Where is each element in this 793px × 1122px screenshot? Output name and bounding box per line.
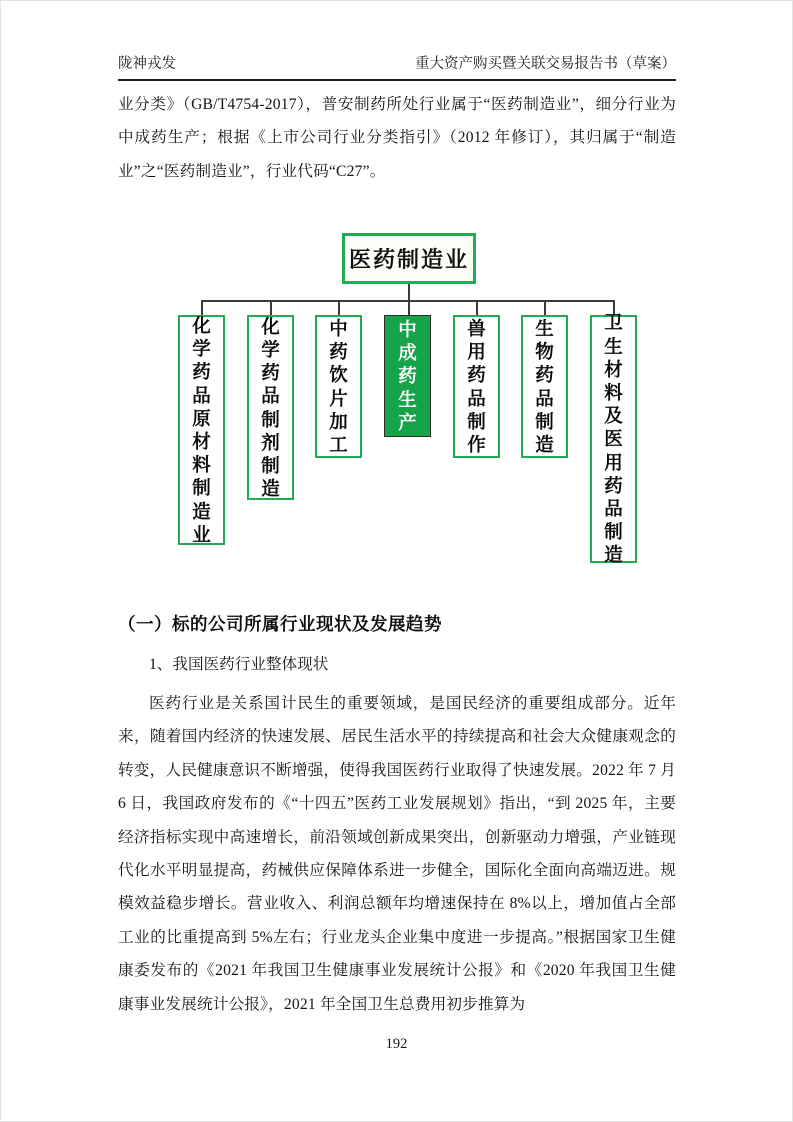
connector-root-stem [408,284,410,301]
header-report-title: 重大资产购买暨关联交易报告书（草案） [415,56,676,72]
page-number: 192 [385,1036,408,1052]
connector-drop-4 [408,301,410,316]
diagram-root-box-pharma-manufacturing [342,233,476,284]
section-heading: （一）标的公司所属行业现状及发展趋势 [118,614,442,634]
diagram-root-label: 医药制造业 [348,247,469,272]
diagram-box-label: 卫生材料及医用药品制造 [604,312,623,566]
subsection-heading: 1、我国医药行业整体现状 [149,656,329,673]
paragraph-industry-classification: 业分类》（GB/T4754-2017），普安制药所处行业属于“医药制造业”，细分行业为中成药生产；根据《上市公司行业分类指引》（2012 年修订），其归属于“制造业”之“医药制造业”，行业代码“C27”。 [118,96,676,180]
header-company-name: 陇神戎发 [118,56,176,72]
diagram-box-label: 生物药品制造 [535,317,554,455]
connector-drop-5 [476,301,478,316]
diagram-box-tcm-patent-medicine-highlighted [384,315,431,437]
diagram-box-label: 兽用药品制作 [467,317,486,455]
connector-drop-6 [544,301,546,316]
diagram-box-biological-drugs [521,315,568,458]
connector-drop-3 [338,301,340,316]
diagram-box-label: 化学药品制剂制造 [261,315,280,500]
diagram-box-chemical-raw-materials [178,315,225,545]
paragraph-industry-overview: 医药行业是关系国计民生的重要领域，是国民经济的重要组成部分。近年来，随着国内经济的快速发展、居民生活水平的持续提高和社会大众健康观念的转变，人民健康意识不断增强，使得我国医药行业取得了快速发展。2022 年 7 月 6 日，我国政府发布的《“十四五”医药工业发展规划》指出，“到 2025 年，主要经济指标实现中高速增长，前沿领域创新成果突出，创新驱动力增强，产业链现代化水平明显提高，药械供应保障体系进一步健全，国际化全面向高端迈进。规模效益稳步增长。营业收入、利润总额年均增速保持在 8%以上，增加值占全部工业的比重提高到 5%左右；行业龙头企业集中度进一步提高。”根据国家卫生健康委发布的《2021 年我国卫生健康事业发展统计公报》和《2020 年我国卫生健康事业发展统计公报》，2021 年全国卫生总费用初步推算为 [118,695,676,1013]
diagram-box-label: 化学药品原材料制造业 [192,314,211,545]
diagram-box-label: 中药饮片加工 [329,317,348,455]
diagram-box-veterinary-drugs [453,315,500,458]
diagram-box-label: 中成药生产 [398,318,417,433]
diagram-box-chemical-preparations [247,315,294,500]
diagram-box-tcm-slices [315,315,362,458]
diagram-box-sanitary-materials [590,312,637,566]
